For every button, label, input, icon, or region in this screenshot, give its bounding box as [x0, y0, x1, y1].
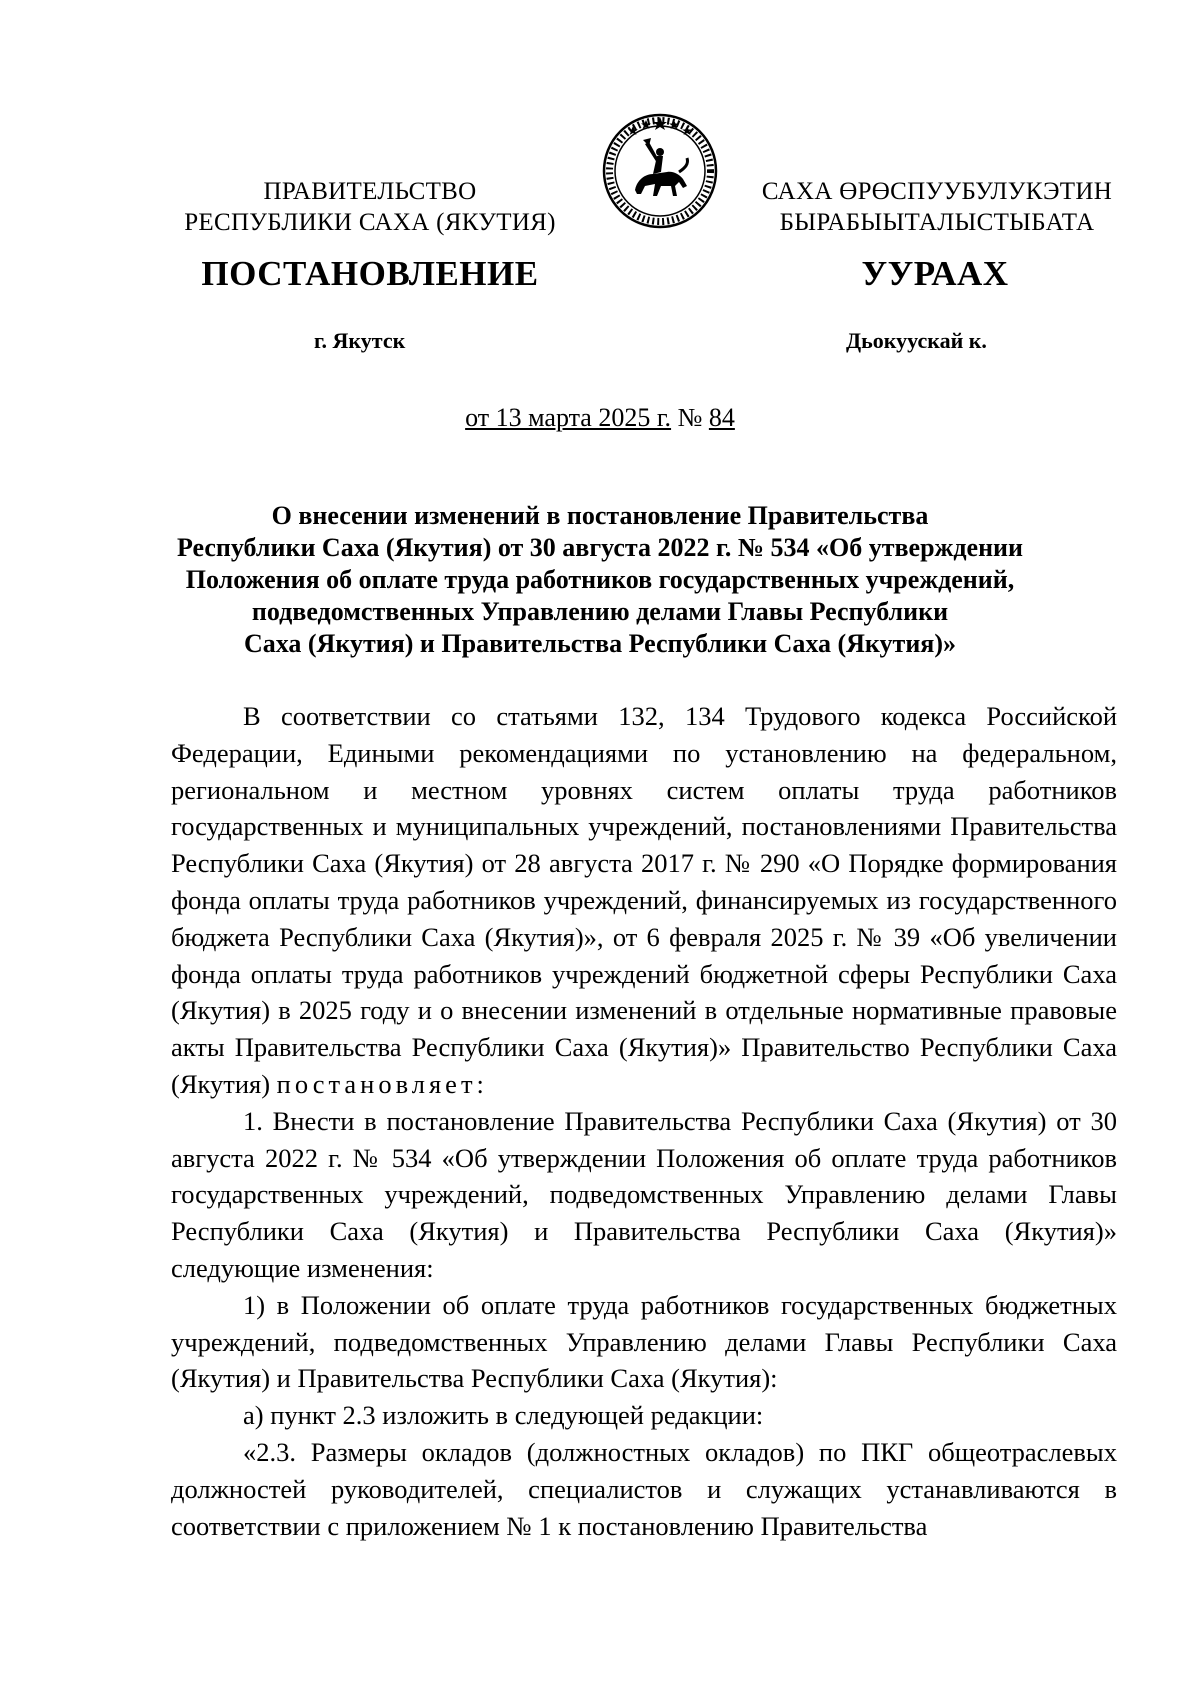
document-date-number — [0, 403, 1200, 433]
issuer-russian-line2: РЕСПУБЛИКИ САХА (ЯКУТИЯ) — [184, 209, 556, 236]
paragraph-subitem-1: 1) в Положении об оплате труда работников государственных бюджетных учреждений, подведомственных Управлению делами Главы Республики Саха (Якутия) и Правительства Республики Саха (Якутия): — [171, 1289, 1117, 1394]
resolves-word: постановляет: — [276, 1068, 488, 1099]
issuer-russian — [170, 176, 570, 238]
paragraph-subitem-a: а) пункт 2.3 изложить в следующей редакции: — [243, 1400, 764, 1431]
preamble-text: В соответствии со статьями 132, 134 Трудового кодекса Российской Федерации, Едиными рекомендациями по установлению на федеральном, региональном и местном уровнях систем оплаты труда работников государственных и муниципальных учреждений, постановлениями Правительства Республики Саха (Якутия) от 28 августа 2017 г. № 290 «О Порядке формирования фонда оплаты труда работников учреждений, финансируемых из государственного бюджета Республики Саха (Якутия)», от 6 февраля 2025 г. № 39 «Об увеличении фонда оплаты труда работников учреждений бюджетной сферы Республики Саха (Якутия) в 2025 году и о внесении изменений в отдельные нормативные правовые акты Правительства Республики Саха (Якутия)» Правительство Республики Саха (Якутия) — [171, 701, 1117, 1099]
title-line-4: подведомственных Управлению делами Главы Республики — [251, 597, 949, 626]
paragraph-clause-2-3: «2.3. Размеры окладов (должностных окладов) по ПКГ общеотраслевых должностей руководителей, специалистов и служащих устанавливаются в соответствии с приложением № 1 к постановлению Правительства — [171, 1436, 1117, 1541]
issuer-russian-line1: ПРАВИТЕЛЬСТВО — [263, 178, 477, 205]
doctype-yakut: УУРААХ — [861, 254, 1009, 293]
preamble-paragraph — [171, 698, 1117, 1103]
number-sign: № — [677, 403, 703, 432]
title-line-1: О внесении изменений в постановление Правительства — [271, 501, 929, 530]
city-russian: г. Якутск — [314, 328, 406, 353]
document-title — [150, 500, 1050, 660]
issuer-yakut — [742, 176, 1132, 238]
issuer-yakut-line1: САХА ӨРӨСПУУБУЛУКЭТИН — [761, 178, 1113, 205]
title-line-5: Саха (Якутия) и Правительства Республики Саха (Якутия)» — [243, 629, 957, 658]
document-body — [171, 698, 1117, 1544]
paragraph-item-1: 1. Внести в постановление Правительства Республики Саха (Якутия) от 30 августа 2022 г. № 534 «Об утверждении Положения об оплате труда работников государственных учреждений, подведомственных Управлению делами Главы Республики Саха (Якутия) и Правительства Республики Саха (Якутия)» следующие изменения: — [171, 1105, 1117, 1283]
doctype-russian: ПОСТАНОВЛЕНИЕ — [201, 254, 539, 293]
coat-of-arms-emblem-icon — [601, 112, 719, 230]
issuer-yakut-line2: БЫРАБЫЫТАЛЫСТЫБАТА — [779, 209, 1095, 236]
title-line-2: Республики Саха (Якутия) от 30 августа 2022 г. № 534 «Об утверждении — [176, 533, 1024, 562]
document-date: от 13 марта 2025 г. — [465, 403, 672, 432]
title-line-3: Положения об оплате труда работников государственных учреждений, — [185, 565, 1015, 594]
document-number: 84 — [708, 403, 735, 432]
city-yakut: Дьокуускай к. — [846, 328, 987, 353]
